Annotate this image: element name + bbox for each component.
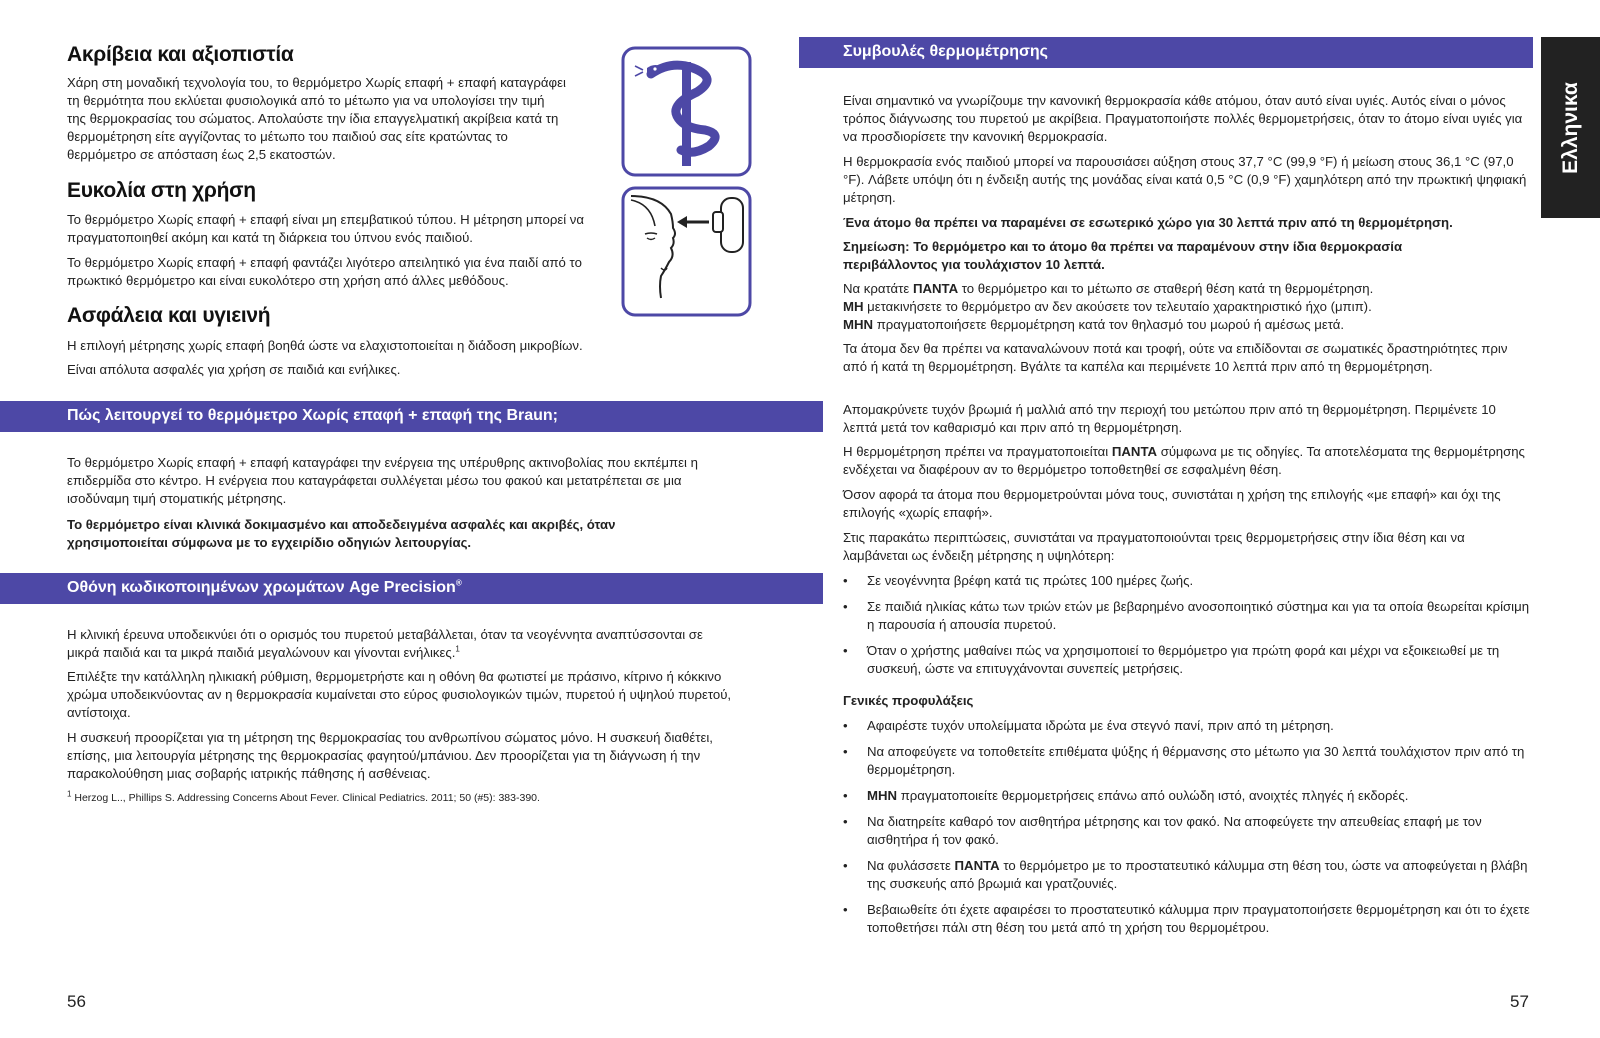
general-precautions-heading: Γενικές προφυλάξεις bbox=[843, 693, 974, 708]
footnote-mark: 1 bbox=[67, 789, 72, 799]
how-it-works-banner: Πώς λειτουργεί το θερμόμετρο Χωρίς επαφή + επαφή της Braun; bbox=[0, 401, 823, 432]
tips-text-7: Στις παρακάτω περιπτώσεις, συνιστάται να πραγματοποιούνται τρεις θερμομετρήσεις στην ίδια θέση και να λαμβάνεται ως ένδειξη μέτρησης η υψηλότερη: bbox=[843, 530, 1465, 563]
bullet: • bbox=[843, 744, 848, 759]
bullet: • bbox=[843, 788, 848, 803]
list-item-text: Σε παιδιά ηλικίας κάτω των τριών ετών με βεβαρημένο ανοσοποιητικό σύστημα και για τα οποία θεωρείται κρίσιμη η παρουσία ή απουσία πυρετού. bbox=[867, 599, 1530, 632]
bullet: • bbox=[843, 573, 848, 588]
medical-staff-icon bbox=[621, 46, 752, 177]
tips-no-move-emphasis: ΜΗ bbox=[843, 299, 864, 314]
footnote bbox=[67, 791, 707, 805]
accuracy-heading: Ακρίβεια και αξιοπιστία bbox=[67, 43, 294, 66]
bullet: • bbox=[843, 858, 848, 873]
bullet: • bbox=[843, 599, 848, 614]
tips-text-5-emphasis: ΠΑΝΤΑ bbox=[1111, 444, 1158, 459]
list-item-text: πραγματοποιείτε θερμομετρήσεις επάνω από ουλώδη ιστό, ανοιχτές πληγές ή εκδορές. bbox=[897, 788, 1409, 803]
thermometry-tips-banner: Συμβουλές θερμομέτρησης bbox=[799, 37, 1533, 68]
footnote-text: Herzog L.., Phillips S. Addressing Concerns About Fever. Clinical Pediatrics. 2011; 50 (#5): 383-390. bbox=[71, 792, 540, 804]
list-item bbox=[843, 813, 1533, 849]
tips-hold bbox=[843, 280, 1533, 298]
tips-text-6: Όσον αφορά τα άτομα που θερμομετρούνται μόνα τους, συνιστάται η χρήση της επιλογής «με επαφή» και όχι της επιλογής «χωρίς επαφή». bbox=[843, 487, 1501, 520]
list-item-text: Αφαιρέστε τυχόν υπολείμματα ιδρώτα με ένα στεγνό πανί, πριν από τη μέτρηση. bbox=[867, 718, 1334, 733]
tips-text-4: Απομακρύνετε τυχόν βρωμιά ή μαλλιά από την περιοχή του μετώπου πριν από τη θερμομέτρηση. Περιμένετε 10 λεπτά μετά τον καθαρισμό και πριν από τη θερμομέτρηση. bbox=[843, 402, 1496, 435]
list-item bbox=[843, 743, 1533, 779]
list-item-emphasis: ΜΗΝ bbox=[867, 788, 898, 803]
bullet: • bbox=[843, 718, 848, 733]
age-text-2: Επιλέξτε την κατάλληλη ηλικιακή ρύθμιση, θερμομετρήστε και η οθόνη θα φωτιστεί με πράσινο, κίτρινο ή κόκκινο χρώμα υποδεικνύοντας αν η θερμοκρασία κυμαίνεται στο εύρος φυσιολογικών τιμών, πυρετού ή υψηλού πυρετού, αντίστοιχα. bbox=[67, 669, 732, 720]
list-item bbox=[843, 717, 1533, 735]
cases-list bbox=[843, 572, 1533, 678]
ease-heading: Ευκολία στη χρήση bbox=[67, 179, 256, 202]
language-tab bbox=[1541, 37, 1600, 218]
tips-text-5-post: σύμφωνα με τις οδηγίες. Τα αποτελέσματα της θερμομέτρησης ενδέχεται να διαφέρουν αν το θερμόμετρο τοποθετηθεί σε εσφαλμένη θέση. bbox=[843, 444, 1525, 477]
age-text-1-body: Η κλινική έρευνα υποδεικνύει ότι ο ορισμός του πυρετού μεταβάλλεται, όταν τα νεογέννητα αναπτύσσονται σε μικρά παιδιά και τα μικρά παιδιά μεγαλώνουν και γίνονται ενήλικες. bbox=[67, 627, 703, 660]
list-item-emphasis: ΠΑΝΤΑ bbox=[954, 858, 1000, 873]
list-item bbox=[843, 642, 1533, 678]
tips-no-move-post: μετακινήσετε το θερμόμετρο αν δεν ακούσετε τον τελευταίο χαρακτηριστικό ήχο (μπιπ). bbox=[863, 299, 1372, 314]
safety-heading: Ασφάλεια και υγιεινή bbox=[67, 304, 271, 327]
list-item-text: Βεβαιωθείτε ότι έχετε αφαιρέσει το προστατευτικό κάλυμμα πριν πραγματοποιήσετε θερμομέτρηση και ότι το έχετε τοποθετήσει πάλι στη θέση του μετά από τη χρήση του θερμομέτρου. bbox=[867, 902, 1530, 935]
bullet: • bbox=[843, 814, 848, 829]
list-item bbox=[843, 787, 1533, 805]
tips-bold-1: Ένα άτομο θα πρέπει να παραμένει σε εσωτερικό χώρο για 30 λεπτά πριν από τη θερμομέτρηση. bbox=[843, 215, 1453, 230]
registered-mark: ® bbox=[455, 578, 462, 588]
tips-no-feed bbox=[843, 316, 1533, 334]
precautions-list bbox=[843, 717, 1533, 937]
tips-text-1: Είναι σημαντικό να γνωρίζουμε την κανονική θερμοκρασία κάθε ατόμου, όταν αυτό είναι υγιές. Αυτός είναι ο μόνος τρόπος διάγνωσης του πυρετού με ακρίβεια. Πραγματοποιήστε πολλές θερμομετρήσεις, όταν το άτομο είναι υγιές για να προσδιορίσετε την κανονική θερμοκρασία. bbox=[843, 93, 1523, 144]
tips-hold-pre: Να κρατάτε bbox=[843, 281, 913, 296]
ease-text-1: Το θερμόμετρο Χωρίς επαφή + επαφή είναι μη επεμβατικού τύπου. Η μέτρηση μπορεί να πραγματοποιηθεί ακόμη και κατά τη διάρκεια του ύπνου ενός παιδιού. bbox=[67, 212, 585, 245]
list-item-text: Σε νεογέννητα βρέφη κατά τις πρώτες 100 ημέρες ζωής. bbox=[867, 573, 1194, 588]
bullet: • bbox=[843, 643, 848, 658]
safety-text-1: Η επιλογή μέτρησης χωρίς επαφή βοηθά ώστε να ελαχιστοποιείται η διάδοση μικροβίων. bbox=[67, 338, 583, 353]
age-text-1 bbox=[67, 626, 707, 662]
list-item-text: το θερμόμετρο με το προστατευτικό κάλυμμα στη θέση του, ώστε να αποφεύγεται η βλάβη της συσκευής από βρωμιά και γρατζουνιές. bbox=[867, 858, 1528, 891]
list-item bbox=[843, 901, 1533, 937]
language-tab-label: Ελληνικα bbox=[1558, 81, 1582, 174]
list-item bbox=[843, 598, 1533, 634]
list-item-text: Όταν ο χρήστης μαθαίνει πώς να χρησιμοποιεί το θερμόμετρο για πρώτη φορά και μέχρι να εξοικειωθεί με τη συσκευή, ώστε να επιτυγχάνονται συνεπείς μετρήσεις. bbox=[867, 643, 1500, 676]
accuracy-text: Χάρη στη μοναδική τεχνολογία του, το θερμόμετρο Χωρίς επαφή + επαφή καταγράφει τη θερμότητα που εκλύεται φυσιολογικά από το μέτωπο για να υπολογίσει την τιμή της θερμοκρασίας του σώματος. Απολαύστε την ίδια επαγγελματική ακρίβεια κατά τη θερμομέτρηση είτε αγγίζοντας το μέτωπο του παιδιού σας είτε κρατώντας το θερμόμετρο σε απόσταση έως 2,5 εκατοστών. bbox=[67, 75, 566, 162]
safety-text-2: Είναι απόλυτα ασφαλές για χρήση σε παιδιά και ενήλικες. bbox=[67, 362, 401, 377]
tips-hold-emphasis: ΠΑΝΤΑ bbox=[912, 281, 959, 296]
bullet: • bbox=[843, 902, 848, 917]
tips-text-2: Η θερμοκρασία ενός παιδιού μπορεί να παρουσιάσει αύξηση στους 37,7 °C (99,9 °F) ή μείωση στους 36,1 °C (97,0 °F). Λάβετε υπόψη ότι η ένδειξη αυτής της μονάδας είναι κατά 0,5 °C (0,9 °F) χαμηλότερη από την πρωκτική ψηφιακή μέτρηση. bbox=[843, 154, 1527, 205]
age-precision-banner-label: Οθόνη κωδικοποιημένων χρωμάτων Age Precision bbox=[67, 579, 456, 596]
tips-text-5 bbox=[843, 443, 1533, 479]
ease-text-2: Το θερμόμετρο Χωρίς επαφή + επαφή φαντάζει λιγότερο απειλητικό για ένα παιδί από το πρωκτικό θερμόμετρο και είναι ευκολότερο στη χρήση από άλλες μεθόδους. bbox=[67, 255, 582, 288]
list-item bbox=[843, 572, 1533, 590]
tips-text-5-pre: Η θερμομέτρηση πρέπει να πραγματοποιείται bbox=[843, 444, 1112, 459]
tips-hold-post: το θερμόμετρο και το μέτωπο σε σταθερή θέση κατά τη θερμομέτρηση. bbox=[958, 281, 1374, 296]
how-text-1: Το θερμόμετρο Χωρίς επαφή + επαφή καταγράφει την ενέργεια της υπέρυθρης ακτινοβολίας που εκπέμπει η επιδερμίδα στο κέντρο. Η ενέργεια που καταγράφεται συλλέγεται μέσω του φακού και μετατρέπεται σε μια ισοδύναμη τιμή στοματικής μέτρησης. bbox=[67, 455, 698, 506]
list-item-text: Να φυλάσσετε bbox=[867, 858, 955, 873]
tips-no-feed-post: πραγματοποιήσετε θερμομέτρηση κατά τον θηλασμό του μωρού ή αμέσως μετά. bbox=[873, 317, 1345, 332]
list-item-text: Να διατηρείτε καθαρό τον αισθητήρα μέτρησης και τον φακό. Να αποφεύγετε την απευθείας επαφή με τον αισθητήρα ή τον φακό. bbox=[867, 814, 1482, 847]
tips-no-move bbox=[843, 298, 1533, 316]
tips-no-feed-emphasis: ΜΗΝ bbox=[843, 317, 874, 332]
tips-bold-2: Σημείωση: Το θερμόμετρο και το άτομο θα πρέπει να παραμένουν στην ίδια θερμοκρασία περιβάλλοντος για τουλάχιστον 10 λεπτά. bbox=[843, 239, 1403, 272]
age-precision-banner bbox=[0, 573, 823, 604]
tips-text-3: Τα άτομα δεν θα πρέπει να καταναλώνουν ποτά και τροφή, ούτε να επιδίδονται σε σωματικές δραστηριότητες πριν από ή κατά τη θερμομέτρηση. Βγάλτε τα καπέλα και περιμένετε 10 λεπτά πριν από τη θερμομέτρηση. bbox=[843, 341, 1508, 374]
age-text-3: Η συσκευή προορίζεται για τη μέτρηση της θερμοκρασίας του ανθρωπίνου σώματος μόνο. Η συσκευή διαθέτει, επίσης, μια λειτουργία μέτρησης της θερμοκρασίας φαγητού/μπάνιου. Δεν προορίζεται για τη διάγνωση ή την παρακολούθηση μιας σοβαρής ιατρικής πάθησης ή ασθένειας. bbox=[67, 730, 713, 781]
footnote-ref: 1 bbox=[455, 644, 460, 654]
how-text-2: Το θερμόμετρο είναι κλινικά δοκιμασμένο και αποδεδειγμένα ασφαλές και ακριβές, όταν χρησιμοποιείται σύμφωνα με το εγχειρίδιο οδηγιών λειτουργίας. bbox=[67, 517, 616, 550]
list-item-text: Να αποφεύγετε να τοποθετείτε επιθέματα ψύξης ή θέρμανσης στο μέτωπο για 30 λεπτά τουλάχιστον πριν από τη θερμομέτρηση. bbox=[867, 744, 1525, 777]
list-item bbox=[843, 857, 1533, 893]
page-number-right: 57 bbox=[1510, 992, 1529, 1011]
page-number-left: 56 bbox=[67, 992, 86, 1011]
forehead-measurement-icon bbox=[621, 186, 752, 317]
